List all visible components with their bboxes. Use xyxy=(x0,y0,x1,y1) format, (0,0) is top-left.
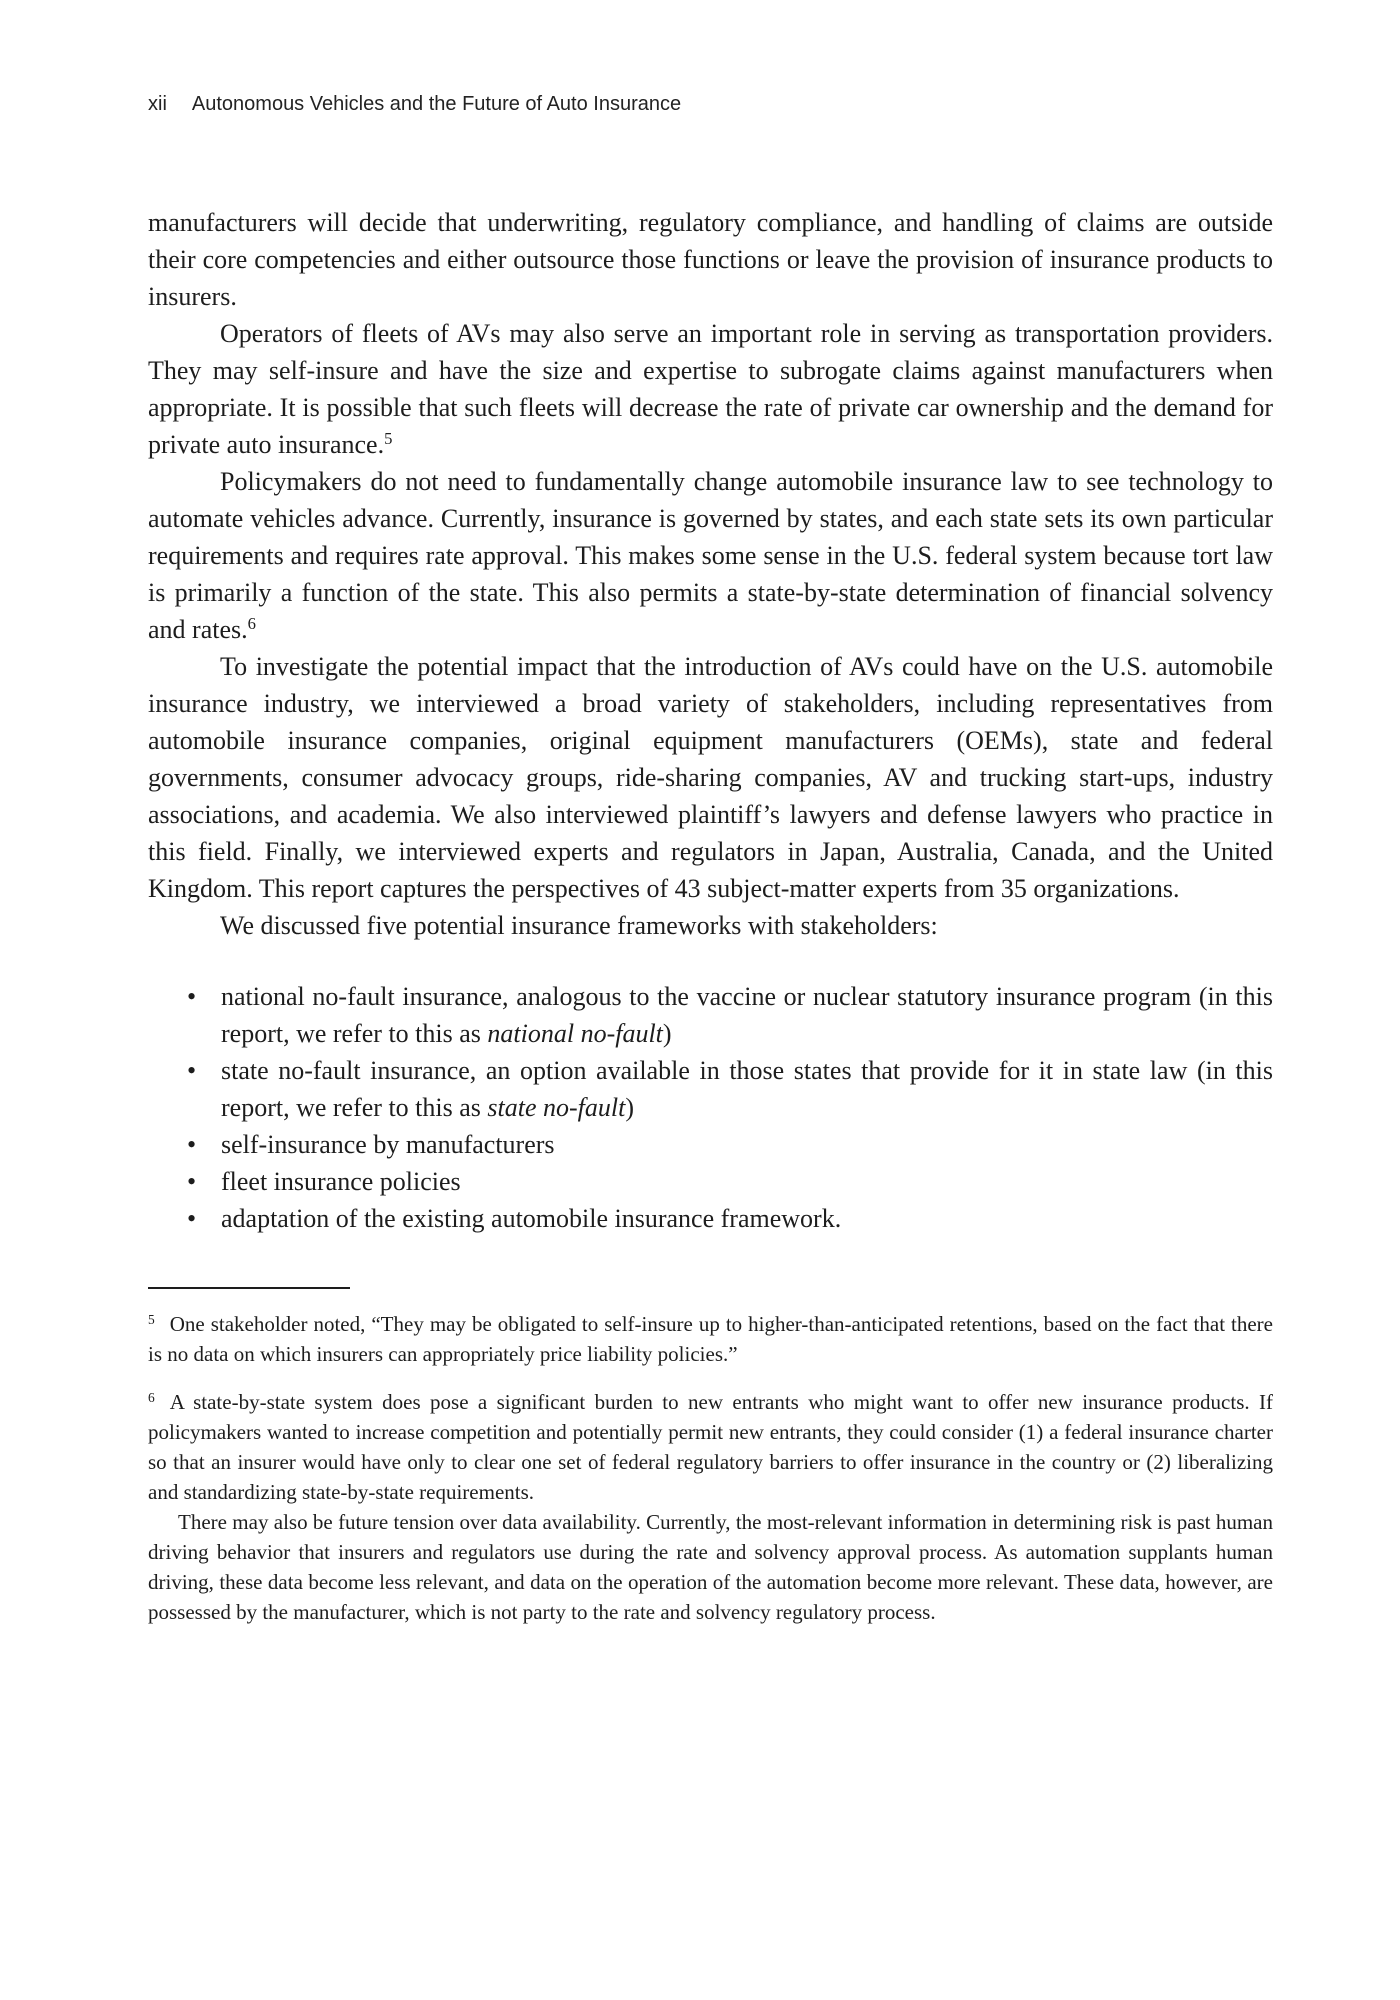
footnote-5: $^5$ One stakeholder noted, “They may be obligated to self-insure up to higher-than-anticipated retentions, based on the fact that there is no data on which insurers can appropriately price liability policies.” xyxy=(148,1311,1273,1366)
footnote-6: $^6$ A state-by-state system does pose a significant burden to new entrants who might want to offer new insurance products. If policymakers wanted to increase competition and potentially permit new entrants, they could consider (1) a federal insurance charter so that an insurer would have only to clear one set of federal regulatory barriers to offer insurance in the country or (2) liberalizing and standardizing state-by-state requirements. xyxy=(148,1389,1273,1504)
list-item-fleet-insurance: • fleet insurance policies xyxy=(221,1163,1273,1200)
page-number: xii xyxy=(148,93,167,115)
list-item-national-no-fault: • national no-fault insurance, analogous to the vaccine or nuclear statutory insurance program (in this report, we refer to this as national no-fault) xyxy=(221,978,1273,1052)
running-head xyxy=(148,93,1273,116)
framework-list xyxy=(148,978,1273,1237)
footnotes-section xyxy=(148,1287,1273,1627)
paragraph-5: We discussed five potential insurance frameworks with stakeholders: xyxy=(220,911,938,940)
body-text xyxy=(148,204,1273,1237)
list-item-self-insurance: • self-insurance by manufacturers xyxy=(221,1126,1273,1163)
list-item-state-no-fault: • state no-fault insurance, an option available in those states that provide for it in state law (in this report, we refer to this as state no-fault) xyxy=(221,1052,1273,1126)
list-item-adaptation: • adaptation of the existing automobile insurance framework. xyxy=(221,1200,1273,1237)
footnote-separator xyxy=(148,1287,350,1289)
paragraph-1: manufacturers will decide that underwriting, regulatory compliance, and handling of claims are outside their core competencies and either outsource those functions or leave the provision of insurance products to insurers. xyxy=(148,208,1273,311)
paragraph-2: Operators of fleets of AVs may also serve an important role in serving as transportation providers. They may self-insure and have the size and expertise to subrogate claims against manufacturers when appropriate. It is possible that such fleets will decrease the rate of private car ownership and the demand for private auto insurance.$^5$ xyxy=(148,319,1273,459)
running-head-title: Autonomous Vehicles and the Future of Auto Insurance xyxy=(191,93,682,115)
paragraph-3: Policymakers do not need to fundamentally change automobile insurance law to see technology to automate vehicles advance. Currently, insurance is governed by states, and each state sets its own particular requirements and requires rate approval. This makes some sense in the U.S. federal system because tort law is primarily a function of the state. This also permits a state-by-state determination of financial solvency and rates.$^6$ xyxy=(148,467,1273,644)
footnote-6-continued: There may also be future tension over data availability. Currently, the most-relevant information in determining risk is past human driving behavior that insurers and regulators use during the rate and solvency approval process. As automation supplants human driving, these data become less relevant, and data on the operation of the automation become more relevant. These data, however, are possessed by the manufacturer, which is not party to the rate and solvency regulatory process. xyxy=(148,1510,1273,1624)
paragraph-4: To investigate the potential impact that the introduction of AVs could have on the U.S. automobile insurance industry, we interviewed a broad variety of stakeholders, including representatives from automobile insurance companies, original equipment manufacturers (OEMs), state and federal governments, consumer advocacy groups, ride-sharing companies, AV and trucking start-ups, industry associations, and academia. We also interviewed plaintiff’s lawyers and defense lawyers who practice in this field. Finally, we interviewed experts and regulators in Japan, Australia, Canada, and the United Kingdom. This report captures the perspectives of 43 subject-matter experts from 35 organizations. xyxy=(148,652,1273,903)
